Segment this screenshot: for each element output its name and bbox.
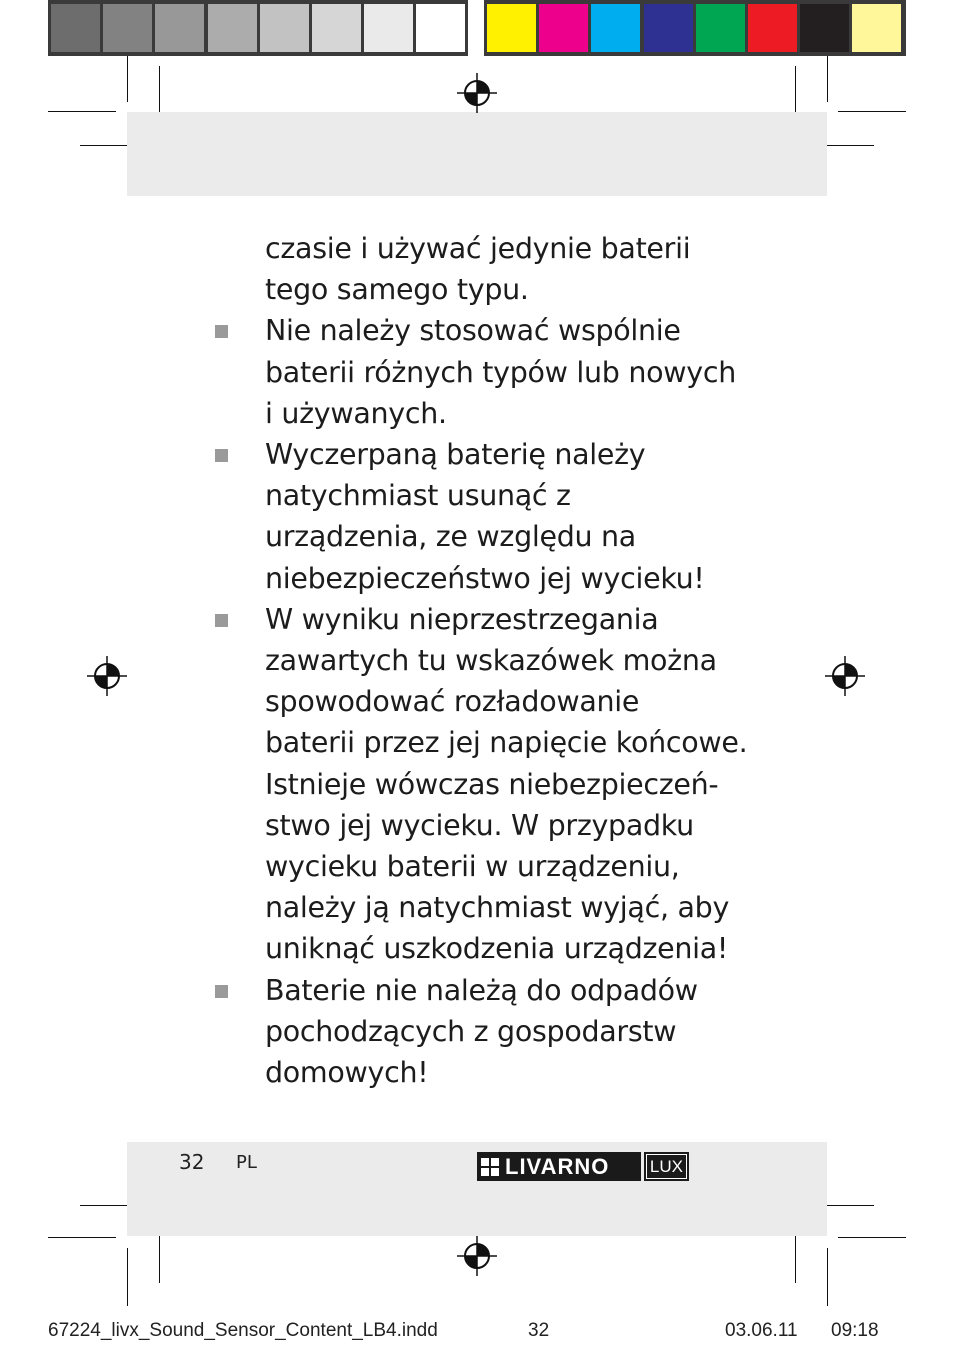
- text-line: czasie i używać jedynie baterii: [265, 232, 691, 265]
- registration-mark-icon: [457, 1236, 497, 1276]
- color-swatch: [103, 4, 152, 52]
- color-swatch: [312, 4, 361, 52]
- text-line: Wyczerpaną baterię należy: [265, 438, 646, 472]
- color-swatch: [416, 4, 465, 52]
- text-line: Baterie nie należą do odpadów: [265, 973, 698, 1007]
- text-line: pochodzących z gospodarstw: [265, 1014, 677, 1048]
- paragraph: [211, 228, 711, 310]
- text-line: należy ją natychmiast wyjąć, aby: [265, 891, 730, 925]
- paragraph: [211, 310, 736, 434]
- color-swatch: [591, 4, 640, 52]
- color-swatch: [644, 4, 693, 52]
- paragraph: [211, 970, 711, 1094]
- logo-squares-icon: [481, 1158, 499, 1176]
- text-line: uniknąć uszkodzenia urządzenia!: [265, 932, 729, 966]
- crop-mark: [48, 1237, 116, 1238]
- bullet-square-icon: [215, 449, 228, 462]
- crop-mark: [827, 56, 828, 102]
- color-swatch: [852, 4, 901, 52]
- crop-mark: [48, 111, 116, 112]
- color-swatch: [487, 4, 536, 52]
- color-swatch: [539, 4, 588, 52]
- color-swatch: [155, 4, 204, 52]
- logo-text: LIVARNO: [505, 1153, 610, 1179]
- crop-mark: [838, 111, 906, 112]
- text-line: Istnieje wówczas niebezpieczeń-: [265, 767, 719, 801]
- text-line: baterii różnych typów lub nowych: [265, 355, 736, 389]
- bullet-square-icon: [215, 614, 228, 627]
- paragraph: [211, 434, 711, 599]
- text-line: Nie należy stosować wspólnie: [265, 314, 681, 348]
- registration-mark-icon: [87, 656, 127, 696]
- registration-mark-icon: [825, 656, 865, 696]
- crop-mark: [127, 1248, 128, 1306]
- text-line: wycieku baterii w urządzeniu,: [265, 850, 680, 884]
- text-line: stwo jej wycieku. W przypadku: [265, 808, 694, 842]
- livarno-lux-logo: [477, 1152, 689, 1181]
- color-swatch: [260, 4, 309, 52]
- text-line: i używanych.: [265, 396, 447, 430]
- slug-date: 03.06.11: [725, 1320, 798, 1341]
- bullet-square-icon: [215, 985, 228, 998]
- crop-mark: [159, 1228, 160, 1283]
- bullet-square-icon: [215, 325, 228, 338]
- text-line: tego samego typu.: [265, 273, 529, 307]
- slug-time: 09:18: [831, 1320, 879, 1341]
- text-line: W wyniku nieprzestrzegania: [265, 602, 659, 636]
- slug-page: 32: [528, 1320, 550, 1341]
- text-line: natychmiast usunąć z: [265, 479, 571, 513]
- color-swatch: [208, 4, 257, 52]
- color-swatch: [800, 4, 849, 52]
- color-swatch: [748, 4, 797, 52]
- crop-mark: [827, 1248, 828, 1306]
- crop-mark: [795, 1228, 796, 1283]
- text-line: urządzenia, ze względu na: [265, 520, 636, 554]
- color-swatch: [696, 4, 745, 52]
- registration-mark-icon: [457, 73, 497, 113]
- header-band: [127, 112, 827, 196]
- text-line: baterii przez jej napięcie końcowe.: [265, 726, 748, 760]
- text-line: zawartych tu wskazówek można: [265, 644, 717, 678]
- text-line: spowodować rozładowanie: [265, 685, 640, 719]
- language-code: PL: [236, 1152, 257, 1173]
- logo-sub: LUX: [644, 1152, 689, 1181]
- logo-main: [477, 1152, 641, 1181]
- crop-mark: [127, 56, 128, 102]
- text-line: niebezpieczeństwo jej wycieku!: [265, 561, 705, 595]
- page-number: 32: [179, 1150, 205, 1174]
- body-text: [211, 228, 748, 1093]
- slug-filename: 67224_livx_Sound_Sensor_Content_LB4.indd: [48, 1320, 438, 1341]
- paragraph: [211, 599, 748, 970]
- color-swatch: [364, 4, 413, 52]
- text-line: domowych!: [265, 1056, 429, 1090]
- color-swatch: [51, 4, 100, 52]
- crop-mark: [838, 1237, 906, 1238]
